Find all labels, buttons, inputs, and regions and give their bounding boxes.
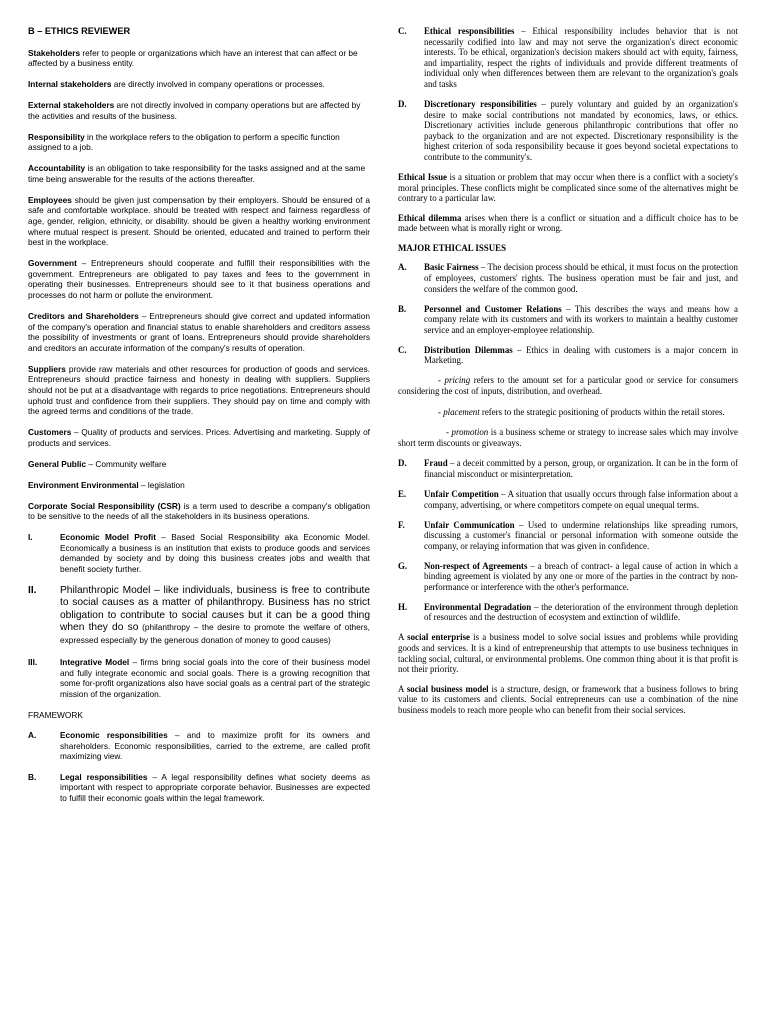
- list-number: D.: [398, 458, 407, 469]
- definition-text: – The decision process should be ethical, it must focus on the protection of employees, customers' rights. The business operation must be fair and just, and considers the welfare of the common good.: [424, 262, 738, 294]
- list-number: C.: [398, 26, 407, 36]
- list-number: I.: [28, 532, 33, 543]
- issue-item-distribution: [398, 345, 738, 366]
- definition-text: – Based Social Responsibility aka Economic Model. Economically a business is an institution that exists to produce goods and services demanded by society and by doing this business creates jobs and wealth that benefit society further.: [60, 532, 370, 575]
- definition-text: – Entrepreneurs should cooperate and fulfill their responsibilities with the government. Entrepreneurs are obligated to pay taxes and fees to the government in operating their businesses. Entrepreneurs should see to it that business operations and processes do not harm or pollute the environment.: [28, 258, 370, 301]
- list-number: C.: [398, 344, 407, 355]
- term: Philanthropic Model: [60, 584, 151, 596]
- responsibility-definition: [28, 132, 370, 153]
- term: Environment Environmental: [28, 479, 139, 490]
- list-body: [60, 730, 370, 762]
- term: Customers: [28, 427, 72, 438]
- definition-text: – purely voluntary and guided by an organization's desire to make social contributions not mandated by economics, laws, or ethics. Discretionary activities include generous philanthropic contributions that offer no payback to the organization and are not expected. Discretionary responsibility is the highest criterion of soda responsibility because it goes beyond societal expectations to contribute to the community's.: [424, 98, 738, 162]
- term: Environmental Degradation: [424, 601, 532, 612]
- definition-text: is a business model to solve social issues and problems while providing goods and services. It is a kind of entrepreneurship that attempts to use business techniques in tackling social, cultural, or environmental problems. One common thing about it is that profit is not their priority.: [398, 632, 738, 675]
- term: Fraud: [424, 458, 448, 469]
- definition-text: are directly involved in company operations or processes.: [111, 79, 325, 90]
- definition-text: – Ethical responsibility includes behavior that is not necessarily codified into law and may not serve the organization's direct economic interests. To be ethical, organization's decision makers should act with equity, fairness, and impartiality, respect the rights of individuals and provide different treatments of individual only when differences between them are relevant to the organization's goals and tasks: [424, 26, 738, 89]
- dash: -: [446, 427, 452, 438]
- pricing-definition: [398, 375, 738, 396]
- definition-text: – This describes the ways and means how a company relate with its customers and with its workers to maintain a healthy customer service and an employer-employee relationship.: [424, 303, 738, 335]
- list-body: [424, 99, 738, 163]
- definition-text: – the deterioration of the environment through depletion of resources and the destruction of ecosystem and extinction of wildlife.: [424, 601, 738, 623]
- ethical-dilemma-paragraph: [398, 213, 738, 234]
- list-body: [424, 26, 738, 90]
- term: Basic Fairness: [424, 262, 479, 273]
- right-column: [398, 26, 738, 725]
- list-number: E.: [398, 488, 407, 499]
- major-issues-heading: MAJOR ETHICAL ISSUES: [398, 242, 507, 253]
- definition-text: – legislation: [138, 479, 185, 490]
- list-number: B.: [28, 771, 37, 782]
- list-number: G.: [398, 560, 408, 571]
- stakeholders-definition: [28, 48, 370, 69]
- list-body: [424, 520, 738, 552]
- issue-item-personnel: [398, 304, 738, 336]
- internal-stakeholders-definition: [28, 79, 370, 90]
- definition-text: is a structure, design, or framework that a business follows to bring value to its customers and clients. Social entrepreneurs can use a combination of the nine business models to reach more people who can benefit from their social services.: [398, 683, 739, 715]
- customers-paragraph: [28, 427, 370, 448]
- definition-text: – A situation that usually occurs through false information about a company, advertising, or where competitors compete on equal unequal terms.: [424, 488, 738, 510]
- term: Stakeholders: [28, 47, 81, 58]
- issue-item-non-respect: [398, 561, 738, 593]
- term: Internal stakeholders: [28, 79, 112, 90]
- term: Unfair Communication: [424, 519, 515, 530]
- lead-word: A: [398, 632, 408, 643]
- page-title: B – ETHICS REVIEWER: [28, 26, 131, 36]
- term: Responsibility: [28, 131, 85, 142]
- term: Employees: [28, 194, 72, 205]
- list-body: [60, 585, 370, 648]
- term: Integrative Model: [60, 657, 130, 668]
- term: Ethical Issue: [398, 171, 447, 182]
- model-item-integrative: [28, 657, 370, 699]
- csr-paragraph: [28, 501, 370, 522]
- definition-text: – like individuals, business is free to contribute to social causes as a matter of philanthropy. Business has no strict obligation to contribute to social causes but it can be a good thing when they do so: [60, 584, 370, 634]
- definition-text: – Quality of products and services. Prices. Advertising and marketing. Supply of products and services.: [28, 427, 370, 448]
- definition-text: – firms bring social goals into the core of their business model and fully integrate economic and social goals. There is a growing recognition that some for-profit organizations also have social goals as a central part of the strategic mission of the organization.: [60, 657, 370, 699]
- issue-item-fraud: [398, 458, 738, 479]
- term: Legal responsibilities: [60, 771, 148, 782]
- environment-paragraph: [28, 480, 370, 491]
- definition-text: is an obligation to take responsibility for the tasks assigned and at the same time being answerable for the results of the actions thereafter.: [28, 163, 366, 184]
- framework-item-economic: [28, 730, 370, 762]
- creditors-paragraph: [28, 311, 370, 353]
- term: Ethical responsibilities: [424, 26, 515, 36]
- left-column: [28, 26, 370, 814]
- promotion-definition: [398, 427, 738, 448]
- list-body: [424, 262, 738, 294]
- model-item-economic: [28, 532, 370, 574]
- definition-text: is a term used to describe a company's obligation to be sensitive to the needs of all the stakeholders in its business operations.: [28, 500, 370, 522]
- placement-definition: [398, 407, 738, 418]
- framework-item-legal: [28, 772, 370, 804]
- term: Accountability: [28, 163, 86, 174]
- government-paragraph: [28, 258, 370, 300]
- term: social business model: [406, 683, 489, 694]
- ethical-issue-paragraph: [398, 172, 738, 204]
- definition-text: refers to the strategic positioning of products within the retail stores.: [479, 406, 725, 417]
- model-item-philanthropic: [28, 585, 370, 648]
- definition-text: – a breach of contract- a legal cause of action in which a binding agreement is violated by any one or more of the parties in the contract by non-performance or interference with the other's performance.: [424, 560, 738, 592]
- definition-text: – A legal responsibility defines what society deems as important with respect to appropriate corporate behavior. Businesses are expected to fulfill their economic goals within the legal framework.: [60, 771, 371, 804]
- term: social enterprise: [407, 632, 470, 643]
- definition-text: – Entrepreneurs should give correct and updated information of the company's operation and financial status to enable shareholders and creditors assess the possibility of investments or grant of loans. Entrepreneurs should provide shareholders and creditors an accurate information of the company's results of operation.: [28, 311, 370, 353]
- lead-word: A: [398, 683, 407, 694]
- definition-text: is a situation or problem that may occur when there is a conflict with a society's moral principles. These conflicts might be complicated since some of the alternatives might be contrary to a particular law.: [398, 171, 738, 204]
- suppliers-paragraph: [28, 364, 370, 417]
- list-body: [424, 345, 738, 366]
- term: Discretionary responsibilities: [424, 98, 537, 109]
- general-public-paragraph: [28, 459, 370, 470]
- term: General Public: [28, 458, 87, 469]
- term: promotion: [451, 427, 489, 438]
- term: Ethical dilemma: [398, 212, 462, 223]
- list-number: F.: [398, 519, 405, 530]
- framework-heading: FRAMEWORK: [28, 709, 83, 720]
- list-number: A.: [28, 730, 37, 741]
- definition-text: is a business scheme or strategy to increase sales which may involve short term discounts or giveaways.: [398, 427, 738, 448]
- list-body: [60, 657, 370, 699]
- definition-text: – Ethics in dealing with customers is a major concern in Marketing.: [424, 344, 739, 366]
- term: Corporate Social Responsibility (CSR): [28, 500, 181, 511]
- accountability-definition: [28, 163, 370, 184]
- list-number: A.: [398, 262, 407, 273]
- list-body: [424, 602, 738, 623]
- list-body: [424, 458, 738, 479]
- term: External stakeholders: [28, 100, 115, 111]
- list-body: [424, 304, 738, 336]
- term: Suppliers: [28, 363, 66, 374]
- term: Economic Model Profit: [60, 532, 156, 543]
- definition-text: provide raw materials and other resources for production of goods and services. Entrepreneurs should practice fairness and honesty in dealing with suppliers. Suppliers should not be put at a disadvantage with regards to price negotiations. Entrepreneurs should uphold trust and confidence from their suppliers. They should pay on time and comply with the agreed terms and conditions of the trade.: [28, 363, 370, 417]
- social-enterprise-paragraph: [398, 632, 738, 674]
- dash: -: [438, 406, 444, 417]
- dash: -: [438, 375, 445, 386]
- definition-text: should be given just compensation by their employers. Should be ensured of a safe and comfortable workplace. should be treated with respect and fairness regardless of age, gender, religion, ethnicity, or disability. should be given a healthy working environment where mutual respect is present. Should be oriented, educated and trained to perform their best in the workplace.: [28, 194, 370, 248]
- term: Distribution Dilemmas: [424, 344, 513, 355]
- framework-item-ethical: [398, 26, 738, 90]
- list-number: B.: [398, 303, 407, 314]
- term: pricing: [444, 375, 471, 386]
- issue-item-unfair-competition: [398, 489, 738, 510]
- external-stakeholders-definition: [28, 100, 370, 121]
- definition-text: – Community welfare: [86, 458, 167, 469]
- term: Unfair Competition: [424, 488, 499, 499]
- definition-text: – Used to undermine relationships like spreading rumors, discussing a customer's financial or personal information with someone outside the company, or relaying information that was given in confidence.: [424, 519, 739, 551]
- definition-text: refer to people or organizations which have an interest that can affect or be affected by a business entity.: [28, 47, 358, 69]
- definition-text: arises when there is a conflict or situation and a difficult choice has to be made between what is morally right or wrong.: [398, 212, 738, 234]
- philanthropy-note: (philanthropy – the desire to promote the welfare of others, expressed especially by the generous donation of money to good causes): [60, 622, 370, 645]
- list-body: [424, 561, 738, 593]
- definition-text: in the workplace refers to the obligation to perform a specific function assigned to a job.: [28, 131, 340, 153]
- issue-item-unfair-communication: [398, 520, 738, 552]
- definition-text: – and to maximize profit for its owners and shareholders. Economic responsibilities, carried to the extreme, are called profit maximizing view.: [60, 730, 370, 762]
- list-body: [60, 772, 370, 804]
- term: Creditors and Shareholders: [28, 311, 139, 322]
- list-number: II.: [28, 584, 37, 596]
- definition-text: – a deceit committed by a person, group, or organization. It can be in the form of financial misconduct or misinterpretation.: [424, 458, 738, 479]
- social-business-model-paragraph: [398, 684, 738, 716]
- list-number: H.: [398, 601, 408, 612]
- list-number: D.: [398, 98, 407, 109]
- list-body: [424, 489, 738, 510]
- term: placement: [443, 406, 480, 417]
- term: Personnel and Customer Relations: [424, 303, 562, 314]
- issue-item-basic-fairness: [398, 262, 738, 294]
- definition-text: are not directly involved in company operations but are affected by the activities and results of the business.: [28, 100, 361, 121]
- employees-paragraph: [28, 195, 370, 248]
- list-number: III.: [28, 657, 38, 668]
- framework-item-discretionary: [398, 99, 738, 163]
- definition-text: refers to the amount set for a particular good or service for consumers considering the cost of inputs, distribution, and overhead.: [398, 375, 738, 396]
- issue-item-environmental: [398, 602, 738, 623]
- list-body: [60, 532, 370, 574]
- term: Non-respect of Agreements: [424, 560, 528, 571]
- term: Economic responsibilities: [60, 730, 168, 741]
- term: Government: [28, 258, 77, 269]
